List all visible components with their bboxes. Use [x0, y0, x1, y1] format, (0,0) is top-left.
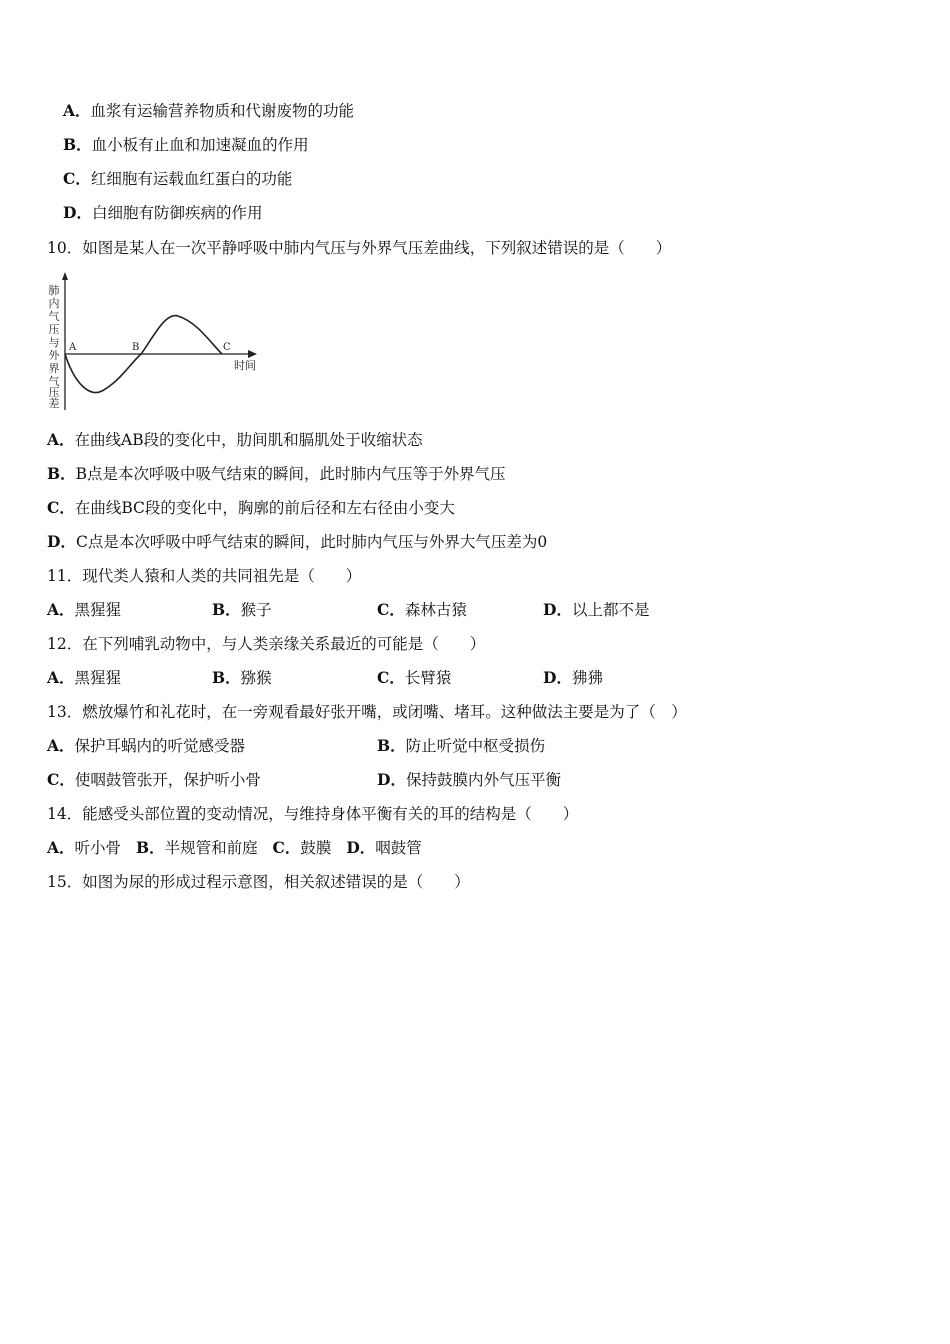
q12-option-a: A．黑猩猩 [47, 668, 122, 687]
q11-option-c: C．森林古猿 [377, 600, 467, 619]
q9-option-b: B．血小板有止血和加速凝血的作用 [63, 135, 309, 154]
y-label-char-5: 外 [48, 349, 60, 362]
q11-stem: 11．现代类人猿和人类的共同祖先是（ ） [47, 567, 362, 585]
q11-option-a: A．黑猩猩 [47, 600, 122, 619]
y-label-char-7: 气 [48, 375, 60, 388]
q10-stem: 10．如图是某人在一次平静呼吸中肺内气压与外界气压差曲线，下列叙述错误的是（ ） [47, 239, 672, 257]
q13-option-a: A．保护耳蜗内的听觉感受器 [47, 736, 246, 755]
q12-option-b: B．猕猴 [212, 668, 272, 687]
y-label-char-2: 气 [48, 310, 60, 323]
q12-option-d: D．狒狒 [543, 668, 603, 687]
y-axis-label [49, 283, 61, 410]
q13-option-c: C．使咽鼓管张开，保护听小骨 [47, 770, 261, 789]
y-label-char-4: 与 [48, 336, 60, 349]
q12-option-c: C．长臂猿 [377, 668, 452, 687]
q10-option-b: B．B点是本次呼吸中吸气结束的瞬间，此时肺内气压等于外界气压 [47, 464, 506, 483]
q13-stem: 13．燃放爆竹和礼花时，在一旁观看最好张开嘴，或闭嘴、堵耳。这种做法主要是为了（ ） [47, 703, 687, 721]
q9-option-a: A．血浆有运输营养物质和代谢废物的功能 [63, 101, 355, 120]
x-axis-arrow [248, 350, 257, 358]
q14-option-c: C．鼓膜 [272, 838, 332, 857]
q9-option-d: D．白细胞有防御疾病的作用 [63, 203, 263, 222]
q15-stem: 15．如图为尿的形成过程示意图，相关叙述错误的是（ ） [47, 873, 470, 891]
q14-option-b: B．半规管和前庭 [135, 838, 258, 857]
q14-option-a: A．听小骨 [47, 838, 122, 857]
q13-option-d: D．保持鼓膜内外气压平衡 [377, 770, 561, 789]
q14-options [47, 838, 422, 858]
y-label-char-0: 肺 [48, 284, 60, 297]
y-label-char-1: 内 [48, 297, 60, 310]
q14-stem: 14．能感受头部位置的变动情况，与维持身体平衡有关的耳的结构是（ ） [47, 805, 579, 823]
q13-option-b: B．防止听觉中枢受损伤 [377, 736, 546, 755]
y-label-char-3: 压 [48, 323, 60, 336]
q10-pressure-curve-figure [45, 270, 270, 415]
q9-option-c: C．红细胞有运载血红蛋白的功能 [63, 169, 293, 188]
point-a-label: A [69, 342, 77, 353]
point-b-label: B [132, 342, 140, 353]
q11-option-b: B．猴子 [212, 600, 272, 619]
x-axis-label: 时间 [234, 359, 256, 372]
q10-option-d: D．C点是本次呼吸中呼气结束的瞬间，此时肺内气压与外界大气压差为0 [47, 532, 548, 551]
q14-option-d: D．咽鼓管 [346, 838, 422, 857]
q11-option-d: D．以上都不是 [543, 600, 650, 619]
q10-option-c: C．在曲线BC段的变化中，胸廓的前后径和左右径由小变大 [47, 498, 455, 517]
q12-stem: 12．在下列哺乳动物中，与人类亲缘关系最近的可能是（ ） [47, 635, 486, 653]
point-c-label: C [223, 342, 231, 353]
y-label-char-8: 压 [48, 386, 60, 399]
y-axis-arrow [62, 272, 68, 280]
y-label-char-9: 差 [48, 397, 60, 410]
q10-option-a: A．在曲线AB段的变化中，肋间肌和膈肌处于收缩状态 [47, 430, 423, 449]
y-label-char-6: 界 [48, 362, 60, 375]
